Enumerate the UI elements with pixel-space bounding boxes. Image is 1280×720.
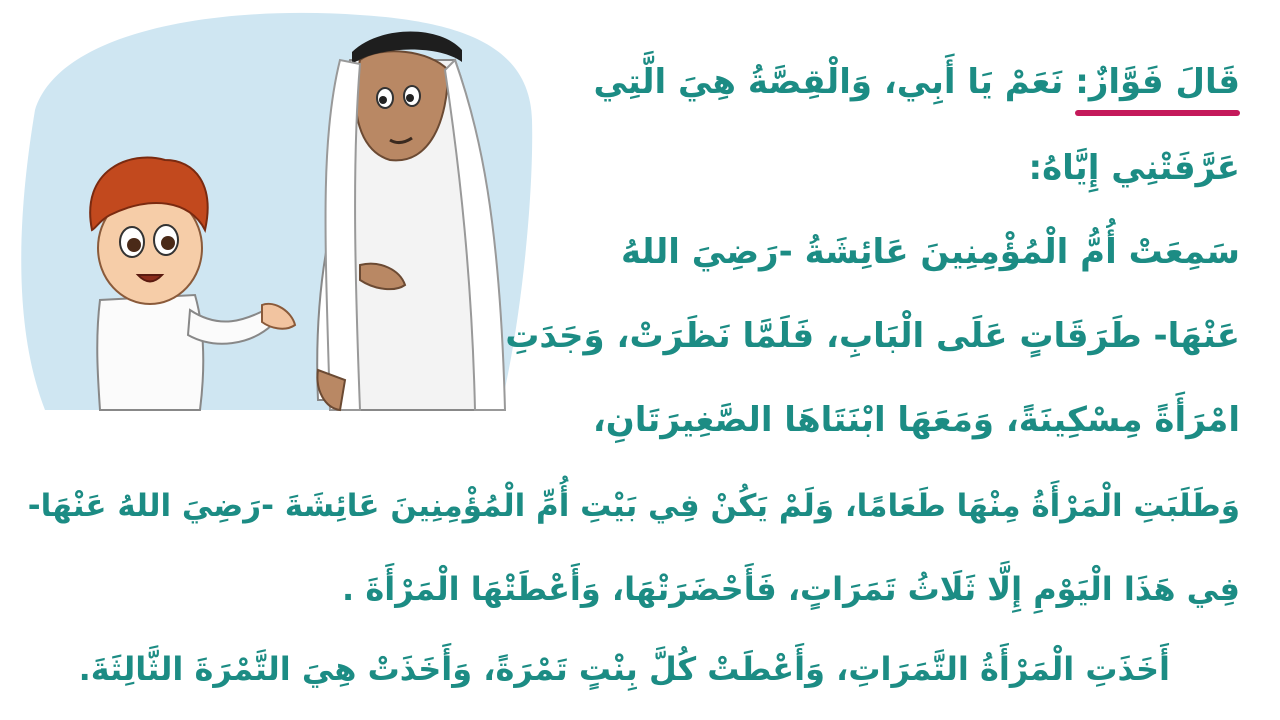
speaker-underline — [1075, 110, 1240, 116]
story-line-6: وَطَلَبَتِ الْمَرْأَةُ مِنْهَا طَعَامًا، وَلَمْ يَكُنْ فِي بَيْتِ أُمِّ الْمُؤْمِنِينَ عَائِشَةَ -رَضِيَ اللهُ عَنْهَا- — [27, 488, 1240, 524]
story-line-1-text: نَعَمْ يَا أَبِي، وَالْقِصَّةُ هِيَ الَّتِي — [593, 62, 1076, 102]
story-line-7: فِي هَذَا الْيَوْمِ إِلَّا ثَلَاثُ تَمَرَاتٍ، فَأَحْضَرَتْهَا، وَأَعْطَتْهَا الْمَرْأَةَ . — [342, 570, 1240, 608]
story-line-8: أَخَذَتِ الْمَرْأَةُ التَّمَرَاتِ، وَأَعْطَتْ كُلَّ بِنْتٍ تَمْرَةً، وَأَخَذَتْ هِيَ التَّمْرَةَ الثَّالِثَةَ. — [78, 650, 1170, 688]
speaker-name — [1075, 62, 1240, 102]
story-line-2: عَرَّفَتْنِي إِيَّاهُ: — [1028, 148, 1240, 188]
story-illustration — [0, 0, 560, 420]
story-line-1 — [593, 62, 1240, 102]
story-line-5: امْرَأَةً مِسْكِينَةً، وَمَعَهَا ابْنَتَاهَا الصَّغِيرَتَانِ، — [592, 400, 1240, 440]
speaker-label: قَالَ فَوَّازٌ: — [1075, 62, 1240, 102]
story-line-3: سَمِعَتْ أُمُّ الْمُؤْمِنِينَ عَائِشَةُ -رَضِيَ اللهُ — [621, 232, 1240, 272]
story-line-4: عَنْهَا- طَرَقَاتٍ عَلَى الْبَابِ، فَلَمَّا نَظَرَتْ، وَجَدَتِ — [505, 316, 1240, 356]
